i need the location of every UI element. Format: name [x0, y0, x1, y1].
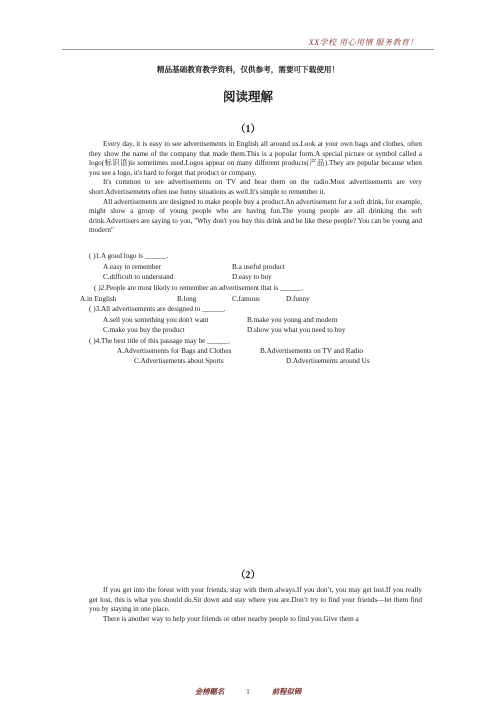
q3-option-d: D.show you what you need to buy [247, 326, 346, 334]
page-title: 阅读理解 [222, 90, 273, 104]
section-2-label: （2） [235, 570, 261, 581]
q4-option-d: D.Advertisements around Us [286, 357, 370, 365]
section-1-label: （1） [235, 124, 261, 135]
q3-option-a: A.sell you something you don't want [103, 316, 209, 324]
passage-2-paragraph: If you get into the forest with your friends, stay with them always.If you don’t, you may get lost.If you really get lost, this is what you should do.Sit down and stay where you are.Don’t try to find your friends—let them find you by staying in one place. [89, 586, 422, 614]
q4-option-b: B.Advertisements on TV and Radio [260, 347, 363, 355]
passage-2-paragraph: There is another way to help your friends or other nearby people to find you.Give them a [103, 614, 359, 623]
q2-option-b: B.long [177, 295, 197, 303]
q4-option-c: C.Advertisements about Sports [134, 357, 224, 365]
q2-option-d: D.funny [286, 295, 310, 303]
q2-option-c: C.famous [232, 295, 260, 303]
header-text: XX学校 用心用情 服务教育！ [308, 38, 418, 47]
passage-1-paragraph: It's common to see advertisements on TV and hear them on the radio.Most advertisements are very short.Advertisements often use funny situations as well.It's simple to remember it. [89, 178, 422, 196]
passage-2 [89, 586, 422, 624]
passage-1-paragraph: Every day, it is easy to see advertisements in English all around us.Look at your own bags and clothes, often they show the name of the company that made them.This is a popular form.A special picture or symbol called a logo(标识语)is sometimes used.Logos appear on many different products(产品).They are popular because when you see a logo, it's hard to forget that product or company. [89, 140, 422, 177]
footer-left: 金榜题名 [194, 687, 225, 696]
page-number: 1 [246, 687, 250, 696]
q4-option-a: A.Advertisements for Bags and Clothes [117, 347, 232, 355]
footer [0, 686, 496, 697]
q1-option-a: A.easy to remember [103, 263, 162, 271]
question-3: ( )3.All advertisements are designed to ______. [89, 305, 226, 313]
header-divider [62, 49, 434, 50]
footer-right: 前程似锦 [271, 687, 302, 696]
question-2: ( )2.People are most likely to remember an advertisement that is ______. [94, 284, 304, 292]
question-1: ( )1.A good logo is ______. [89, 252, 169, 260]
q1-option-d: D.easy to buy [232, 273, 272, 281]
q3-option-b: B.make you young and modern [247, 316, 338, 324]
q1-option-b: B.a useful product [232, 263, 285, 271]
q3-option-c: C.make you buy the product [103, 326, 185, 334]
passage-1 [89, 140, 422, 236]
question-4: ( )4.The best title of this passage may be ______. [89, 337, 231, 345]
notice-text: 精品基础教育教学资料，仅供参考，需要可下载使用！ [156, 65, 340, 74]
q1-option-c: C.difficult to understand [103, 273, 174, 281]
q2-option-a: A.in English [80, 295, 117, 303]
passage-1-paragraph: All advertisements are designed to make people buy a product.An advertisement for a soft drink, for example, might show a group of young people who are having fun.The young people are all drinking the soft drink.Advertisers are saying to you, "Why don't you buy this drink and be like these people? You can be young and modern" [89, 197, 422, 235]
